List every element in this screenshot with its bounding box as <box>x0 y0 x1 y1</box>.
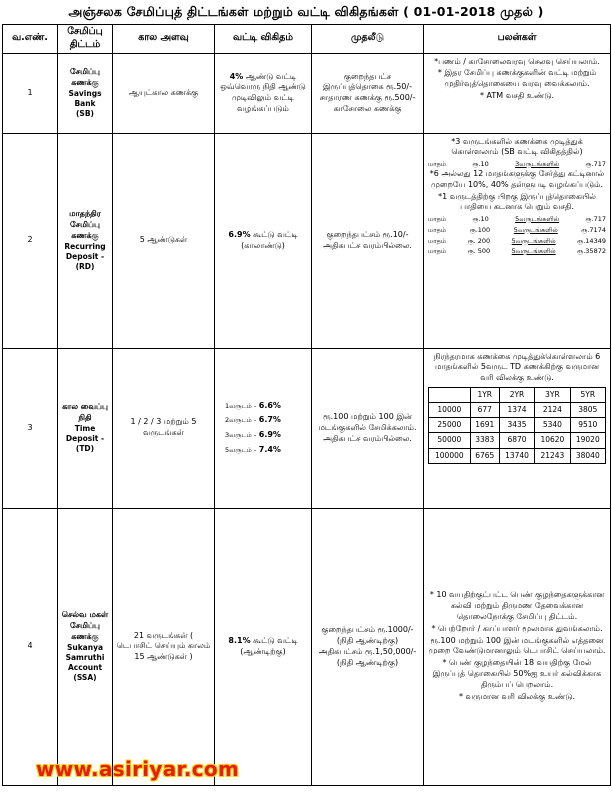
benefit-item: *பணம் / காசோலைவரவு செலவு செய்யலாம். <box>434 56 600 66</box>
scheme-investment: குறைந்தபட்சம் ரூ.1000/-(நிதி ஆண்டிற்கு) அதிகபட்சம் ரூ.1,50,000/- (நிதி ஆண்டிற்கு) <box>312 508 424 785</box>
header-investment: முதலீடு <box>312 25 424 54</box>
row-sno: 2 <box>3 133 58 348</box>
header-row <box>3 25 611 54</box>
scheme-investment: குறைந்தபட்சம் ரூ.10/- அதிகபட்ச வரம்பில்லை. <box>312 133 424 348</box>
rate-line: 2வருடம் - 6.7% <box>225 415 281 425</box>
table-row <box>3 508 611 785</box>
scheme-benefits <box>424 53 611 133</box>
scheme-name <box>58 133 113 348</box>
benefit-item: *1 வருடத்திற்கு பிறகு இருப்புத்தொகையில் பாதியை கடனாக பெறும் வசதி. <box>438 191 596 212</box>
benefit-example: மாதம் ரூ.10 3வருடங்களில் ரூ.717 <box>428 160 606 169</box>
scheme-benefits <box>424 508 611 785</box>
scheme-period: 21 வருடங்கள் ( டெபாசிட் செய்யும் காலம் 15 ஆண்டுகள் ) <box>113 508 215 785</box>
benefit-item: * இதர சேமிப்பு கணக்குகளின் வட்டி மற்றும் முதிர்வுத்தொகையை வரவு வைக்கலாம். <box>437 68 597 89</box>
table-row <box>3 133 611 348</box>
rate-value: 6.9% <box>228 229 251 239</box>
page-title: அஞ்சலக சேமிப்புத் திட்டங்கள் மற்றும் வட்டி விகிதங்கள் ( 01-01-2018 முதல் ) <box>68 4 544 19</box>
rate-text: கூட்டு வட்டி (காலாண்டு) <box>241 229 298 250</box>
watermark-link[interactable]: www.asiriyar.com <box>36 757 240 781</box>
td-header-row: 1YR 2YR 3YR 5YR <box>429 388 606 403</box>
scheme-abbr: (SSA) <box>73 673 97 683</box>
rate-text: ஆண்டு வட்டி ஒவ்வொரு நிதி ஆண்டு முடிவிலும் வட்டி வழங்கப்படும் <box>220 71 306 113</box>
header-scheme: சேமிப்பு திட்டம் <box>58 25 113 54</box>
scheme-abbr: (RD) <box>75 261 95 271</box>
scheme-investment: குறைந்தபட்ச இருப்புத்தொகை ரூ.50/-சாதாரண கணக்கு ரூ.500/-காசோலை கணக்கு <box>312 53 424 133</box>
rate-value: 8.1% <box>228 636 251 646</box>
maturity-row: மாதம் ரூ. 500 5வருடங்களில் ரூ.35872 <box>428 247 606 256</box>
maturity-row: மாதம் ரூ.100 5வருடங்களில் ரூ.7174 <box>428 225 606 234</box>
scheme-rate <box>215 348 312 508</box>
table-row: 25000 1691 3435 5340 9510 <box>429 418 606 433</box>
scheme-name-ta: செல்வ மகள் சேமிப்பு கணக்கு <box>61 610 109 641</box>
rate-value: 4% <box>229 71 244 81</box>
header-sno: வ.எண். <box>3 25 58 54</box>
header-benefits: பலன்கள் <box>424 25 611 54</box>
benefit-item: * ATM வசதி உண்டு. <box>479 91 555 101</box>
scheme-period: 5 ஆண்டுகள் <box>113 133 215 348</box>
benefit-item: * பெண் குழந்தையின் 18 வயதிற்கு மேல் இருப்புத் தொகையில் 50%ஐ உயர் கல்விக்காக திரும்பப் பெறலாம். <box>432 658 602 689</box>
benefit-item: *6 அல்லது 12 மாதங்களுக்கு சேர்த்து கட்டினால் முறையே 10%, 40% தள்ளுபடி வழங்கப்படும். <box>429 168 605 189</box>
scheme-period: 1 / 2 / 3 மற்றும் 5 வருடங்கள் <box>113 348 215 508</box>
scheme-rate <box>215 133 312 348</box>
scheme-abbr: (TD) <box>75 443 95 453</box>
row-sno: 3 <box>3 348 58 508</box>
table-row: 10000 677 1374 2124 3805 <box>429 403 606 418</box>
scheme-benefits <box>424 348 611 508</box>
scheme-name-en: Savings Bank <box>68 88 102 108</box>
scheme-name-en: Recurring Deposit - <box>64 241 106 261</box>
benefit-item: ரூ.100 மற்றும் 100 இன் மடங்குகளில் எத்தனை முறை வேண்டுமானாலும் டெபாசிட் செய்யலாம். <box>428 635 606 656</box>
row-sno: 1 <box>3 53 58 133</box>
scheme-name <box>58 348 113 508</box>
rate-line: 1வருடம் - 6.6% <box>225 400 281 410</box>
table-row <box>3 348 611 508</box>
scheme-name-ta: மாதந்திர சேமிப்பு கணக்கு <box>69 209 101 240</box>
scheme-rate <box>215 508 312 785</box>
table-row <box>3 53 611 133</box>
table-row: 50000 3383 6870 10620 19020 <box>429 433 606 448</box>
benefit-item: * வருமான வரி விலக்கு உண்டு. <box>458 691 576 701</box>
benefit-item: *3 வருடங்களில் கணக்கை முடித்துக் கொள்ளலாம் (SB வட்டி விகிதத்தில்) <box>451 136 583 157</box>
header-period: கால அளவு <box>113 25 215 54</box>
rate-text: கூட்டு வட்டி (ஆண்டிற்கு) <box>240 636 298 656</box>
header-rate: வட்டி விகிதம் <box>215 25 312 54</box>
benefit-item: * 10 வயதிற்குட்பட்ட பெண் குழந்தைகளுக்கான கல்வி மற்றும் திருமண தேவைக்கான தொலைநோக்கு சேமிப்பு திட்டம். <box>429 590 605 621</box>
maturity-row: மாதம் ரூ. 200 5வருடங்களில் ரூ.14349 <box>428 236 606 245</box>
rate-line: 5வருடம் - 7.4% <box>225 444 281 454</box>
scheme-benefits <box>424 133 611 348</box>
td-interest-table <box>428 387 606 464</box>
benefit-item: * பெற்றோர் / காப்பாளர் மூலமாக துவங்கலாம். <box>431 623 603 633</box>
scheme-abbr: (SB) <box>76 108 94 118</box>
scheme-name-en: Sukanya Samruthi Account <box>65 642 105 672</box>
scheme-investment: ரூ.100 மற்றும் 100 இன் மடங்குகளில் சேமிக்கலாம். அதிகபட்ச வரம்பில்லை. <box>312 348 424 508</box>
benefit-item: நிரந்தரமாக கணக்கை முடித்துக்கொள்ளலாம் 6 மாதங்களில் 5வருட TD கணக்கிற்கு வருமான வரி விலக்கு உண்டு. <box>433 351 601 383</box>
scheme-rate <box>215 53 312 133</box>
scheme-name-ta: சேமிப்பு கணக்கு <box>70 67 100 87</box>
scheme-name-ta: கால வைப்பு நிதி <box>62 402 108 422</box>
table-row: 100000 6765 13740 21243 38040 <box>429 448 606 463</box>
schemes-table <box>2 24 611 786</box>
scheme-name <box>58 53 113 133</box>
scheme-name <box>58 508 113 785</box>
row-sno: 4 <box>3 508 58 785</box>
maturity-row: மாதம் ரூ.10 5வருடங்களில் ரூ.717 <box>428 215 606 224</box>
rate-line: 3வருடம் - 6.9% <box>225 430 281 440</box>
scheme-period: ஆயுட்கால கணக்கு <box>113 53 215 133</box>
scheme-name-en: Time Deposit - <box>65 423 105 443</box>
